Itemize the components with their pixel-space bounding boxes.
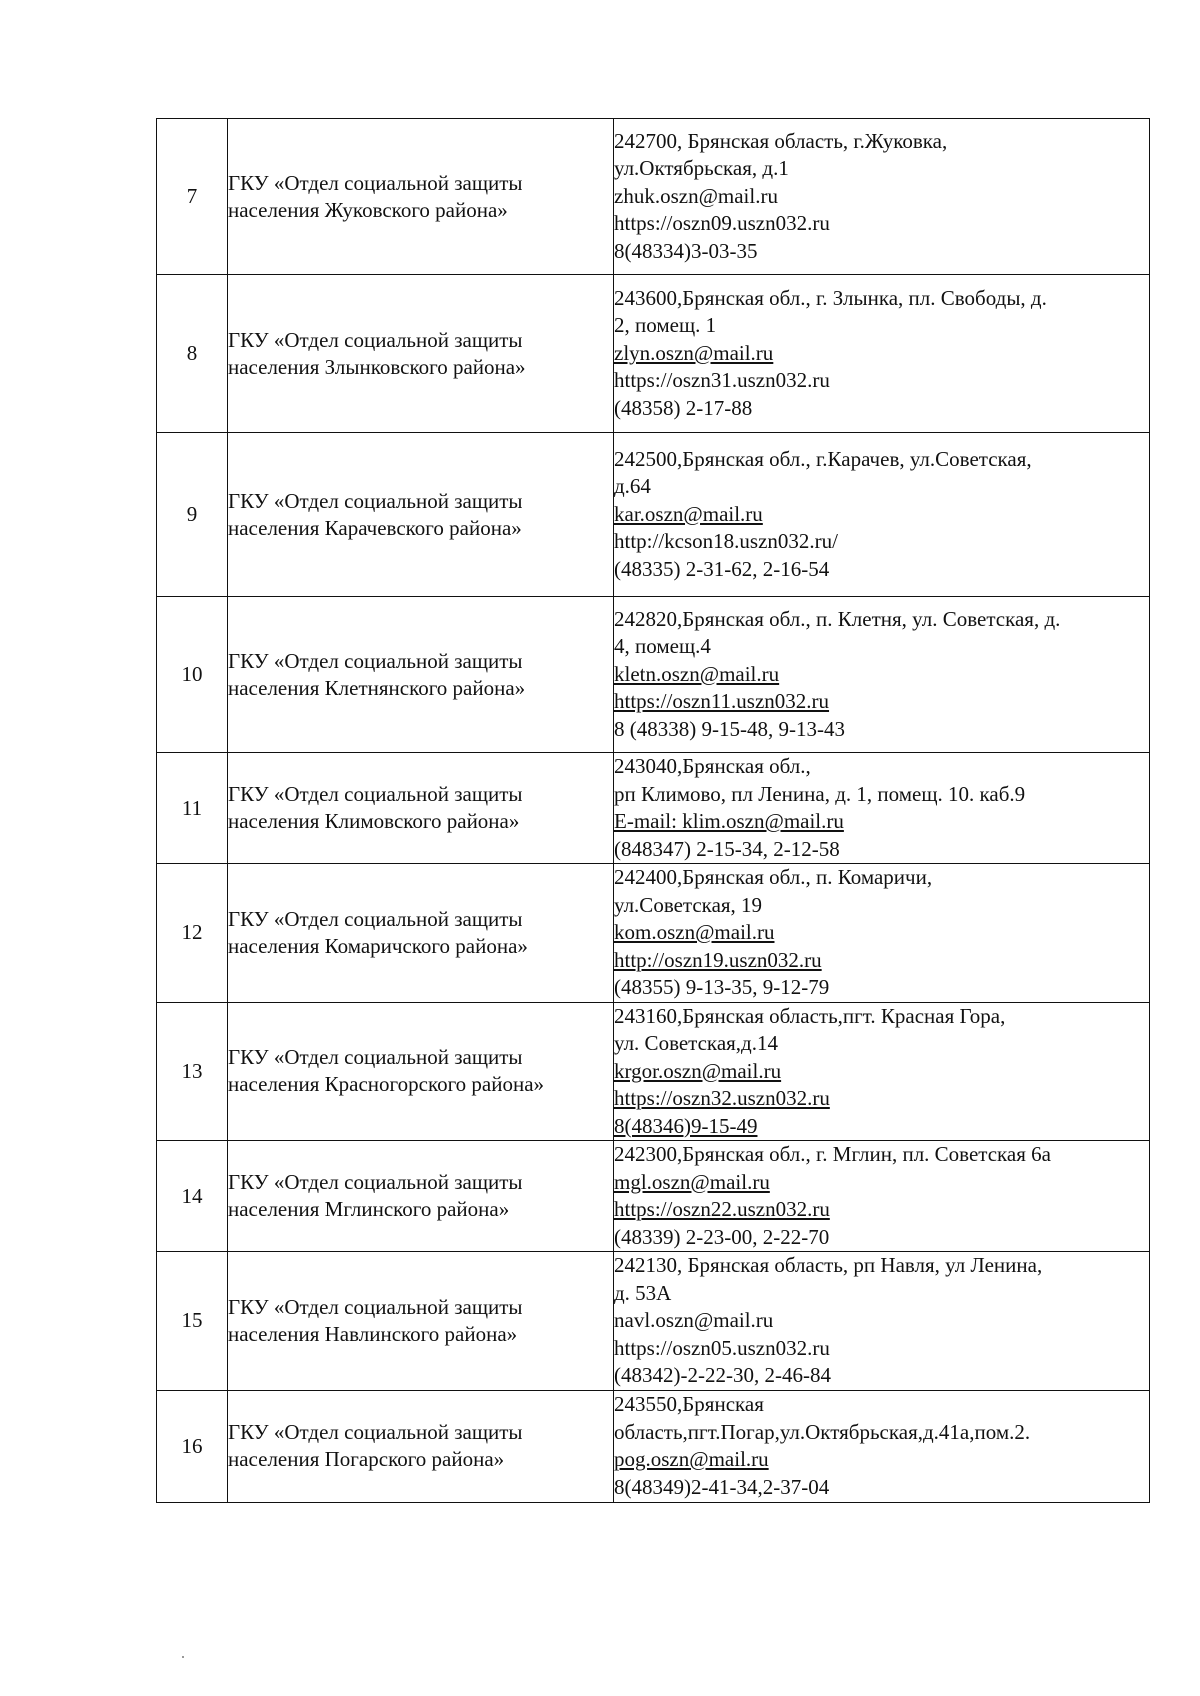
row-number: 16 xyxy=(157,1390,228,1502)
office-name xyxy=(228,753,614,864)
table-row xyxy=(157,1390,1150,1502)
office-contacts xyxy=(614,1141,1150,1252)
office-name xyxy=(228,1002,614,1141)
email-link[interactable]: mgl.oszn@mail.ru xyxy=(614,1169,770,1194)
address-line: 242400,Брянская обл., п. Комаричи, xyxy=(614,865,933,889)
email-link[interactable]: zlyn.oszn@mail.ru xyxy=(614,340,774,365)
address-line: д.64 xyxy=(614,474,651,499)
office-contacts xyxy=(614,433,1150,597)
email-link[interactable]: kom.oszn@mail.ru xyxy=(614,920,775,944)
address-line: ул. Советская,д.14 xyxy=(614,1031,778,1055)
office-name-line: ГКУ «Отдел социальной защиты xyxy=(228,488,523,513)
phone-text: 8(48334)3-03-35 xyxy=(614,238,758,263)
office-name-line: ГКУ «Отдел социальной защиты xyxy=(228,1420,523,1444)
table-row xyxy=(157,433,1150,597)
table-row xyxy=(157,597,1150,753)
address-line: 242130, Брянская область, рп Навля, ул Ленина, xyxy=(614,1253,1043,1277)
email-link[interactable]: krgor.oszn@mail.ru xyxy=(614,1058,782,1083)
website-link[interactable]: https://oszn32.uszn032.ru xyxy=(614,1086,830,1110)
office-name-line: населения Карачевского района» xyxy=(228,515,522,540)
address-line: д. 53А xyxy=(614,1280,672,1305)
address-line: область,пгт.Погар,ул.Октябрьская,д.41а,пом.2. xyxy=(614,1419,1031,1444)
office-name-line: ГКУ «Отдел социальной защиты xyxy=(228,170,523,195)
office-name xyxy=(228,433,614,597)
phone-text: (48335) 2-31-62, 2-16-54 xyxy=(614,556,830,581)
address-line: рп Климово, пл Ленина, д. 1, помещ. 10. каб.9 xyxy=(614,781,1026,806)
office-contacts xyxy=(614,753,1150,864)
table-row xyxy=(157,275,1150,433)
row-number: 15 xyxy=(157,1252,228,1391)
office-name-line: ГКУ «Отдел социальной защиты xyxy=(228,1045,523,1070)
address-line: 243550,Брянская xyxy=(614,1392,764,1416)
email-link[interactable]: navl.oszn@mail.ru xyxy=(614,1308,774,1332)
office-name-line: населения Погарского района» xyxy=(228,1447,505,1471)
office-name-line: населения Климовского района» xyxy=(228,809,520,833)
address-line: 242300,Брянская обл., г. Мглин, пл. Советская 6а xyxy=(614,1142,1051,1166)
phone-text: 8 (48338) 9-15-48, 9-13-43 xyxy=(614,716,845,741)
address-line: ул.Октябрьская, д.1 xyxy=(614,156,789,181)
office-contacts xyxy=(614,1252,1150,1391)
office-name xyxy=(228,1390,614,1502)
row-number: 10 xyxy=(157,597,228,753)
address-line: 242820,Брянская обл., п. Клетня, ул. Советская, д. xyxy=(614,606,1061,631)
row-number: 14 xyxy=(157,1141,228,1252)
office-name-line: населения Навлинского района» xyxy=(228,1321,518,1346)
office-name xyxy=(228,1252,614,1391)
table-row xyxy=(157,119,1150,275)
office-name-line: населения Клетнянского района» xyxy=(228,675,526,700)
office-name-line: населения Злынковского района» xyxy=(228,354,526,379)
phone-text: (48355) 9-13-35, 9-12-79 xyxy=(614,975,830,999)
table-row xyxy=(157,753,1150,864)
phone-text: (48339) 2-23-00, 2-22-70 xyxy=(614,1224,830,1249)
row-number: 9 xyxy=(157,433,228,597)
office-contacts xyxy=(614,119,1150,275)
table-row xyxy=(157,1002,1150,1141)
office-name-line: населения Красногорского района» xyxy=(228,1072,545,1097)
offices-table xyxy=(156,118,1150,1503)
office-contacts xyxy=(614,275,1150,433)
office-name-line: ГКУ «Отдел социальной защиты xyxy=(228,1170,523,1194)
office-contacts xyxy=(614,1002,1150,1141)
website-link[interactable]: http://oszn19.uszn032.ru xyxy=(614,947,822,972)
email-link[interactable]: pog.oszn@mail.ru xyxy=(614,1447,769,1471)
office-contacts xyxy=(614,597,1150,753)
address-line: 4, помещ.4 xyxy=(614,634,711,659)
office-name xyxy=(228,597,614,753)
email-link[interactable]: kletn.oszn@mail.ru xyxy=(614,661,780,686)
office-name-line: населения Комаричского района» xyxy=(228,933,528,958)
table-row xyxy=(157,1141,1150,1252)
office-contacts xyxy=(614,864,1150,1003)
office-name-line: ГКУ «Отдел социальной защиты xyxy=(228,782,523,806)
phone-text: (48342)-2-22-30, 2-46-84 xyxy=(614,1363,831,1387)
website-link[interactable]: https://oszn09.uszn032.ru xyxy=(614,211,830,236)
office-name-line: населения Жуковского района» xyxy=(228,197,508,222)
scan-speck xyxy=(182,1656,184,1658)
website-link[interactable]: https://oszn11.uszn032.ru xyxy=(614,689,830,714)
email-link[interactable]: E-mail: klim.oszn@mail.ru xyxy=(614,809,844,833)
phone-text: (48358) 2-17-88 xyxy=(614,395,753,420)
address-line: 243600,Брянская обл., г. Злынка, пл. Свободы, д. xyxy=(614,285,1047,310)
website-link[interactable]: https://oszn22.uszn032.ru xyxy=(614,1197,830,1221)
phone-text: 8(48349)2-41-34,2-37-04 xyxy=(614,1474,830,1499)
phone-text: 8(48346)9-15-49 xyxy=(614,1113,758,1138)
office-name-line: ГКУ «Отдел социальной защиты xyxy=(228,327,523,352)
address-line: 242700, Брянская область, г.Жуковка, xyxy=(614,128,948,153)
address-line: 243160,Брянская область,пгт. Красная Гора, xyxy=(614,1003,1006,1028)
row-number: 13 xyxy=(157,1002,228,1141)
website-link[interactable]: https://oszn05.uszn032.ru xyxy=(614,1335,830,1360)
address-line: 243040,Брянская обл., xyxy=(614,754,811,778)
office-name-line: ГКУ «Отдел социальной защиты xyxy=(228,906,523,931)
row-number: 12 xyxy=(157,864,228,1003)
website-link[interactable]: https://oszn31.uszn032.ru xyxy=(614,368,830,393)
website-link[interactable]: http://kcson18.uszn032.ru/ xyxy=(614,529,838,554)
office-name xyxy=(228,1141,614,1252)
office-contacts xyxy=(614,1390,1150,1502)
office-name xyxy=(228,119,614,275)
address-line: 242500,Брянская обл., г.Карачев, ул.Советская, xyxy=(614,446,1032,471)
office-name xyxy=(228,864,614,1003)
row-number: 7 xyxy=(157,119,228,275)
office-name xyxy=(228,275,614,433)
row-number: 8 xyxy=(157,275,228,433)
address-line: 2, помещ. 1 xyxy=(614,313,717,338)
row-number: 11 xyxy=(157,753,228,864)
address-line: ул.Советская, 19 xyxy=(614,892,763,917)
email-link[interactable]: zhuk.oszn@mail.ru xyxy=(614,183,778,208)
office-name-line: ГКУ «Отдел социальной защиты xyxy=(228,1294,523,1319)
office-name-line: населения Мглинского района» xyxy=(228,1197,510,1221)
office-name-line: ГКУ «Отдел социальной защиты xyxy=(228,648,523,673)
phone-text: (848347) 2-15-34, 2-12-58 xyxy=(614,836,840,861)
table-row xyxy=(157,1252,1150,1391)
email-link[interactable]: kar.oszn@mail.ru xyxy=(614,501,763,526)
table-row xyxy=(157,864,1150,1003)
